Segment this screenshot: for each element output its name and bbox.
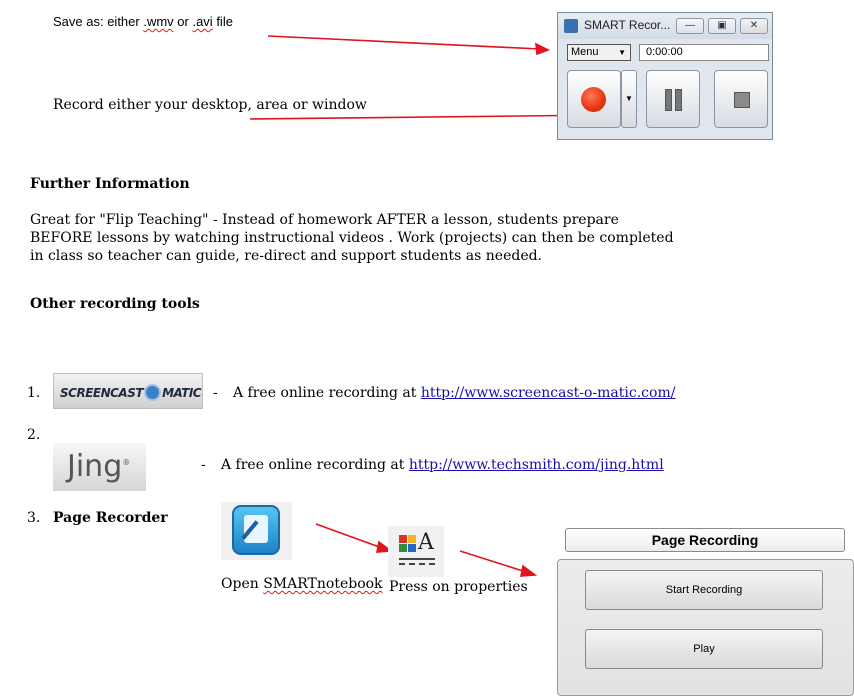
item-2-text: A free online recording at http://www.techsmith.com/jing.html [221,457,664,473]
page-recording-panel [557,559,854,696]
arrow-to-dropdown [250,115,610,119]
jing-logo: Jing® [53,443,146,491]
jing-link[interactable]: http://www.techsmith.com/jing.html [408,457,664,473]
minimize-button[interactable]: — [676,18,704,34]
avi-text: .avi [192,14,213,29]
record-button[interactable] [567,70,621,128]
record-instruction: Record either your desktop, area or window [53,97,367,113]
elapsed-time-display: 0:00:00 [639,44,769,61]
screencast-o-matic-logo: SCREENCAST MATIC [53,373,203,409]
open-notebook-text: Open SMARTnotebook [221,576,383,592]
menu-label: Menu [571,46,599,58]
properties-icon: A [388,526,444,577]
further-info-heading: Further Information [30,176,190,192]
close-button[interactable]: ✕ [740,18,768,34]
item-3-number: 3. [27,510,41,526]
item-1-dash: - [213,385,218,401]
wmv-text: .wmv [143,14,174,29]
other-tools-heading: Other recording tools [30,296,200,312]
arrow-to-panel-head [521,566,535,576]
item-2-dash: - [201,457,206,473]
pause-button[interactable] [646,70,700,128]
pause-icon-bar-left [665,89,672,111]
further-info-line-3: in class so teacher can guide, re-direct and support students as needed. [30,248,543,264]
item-2-number: 2. [27,427,41,443]
chevron-down-icon: ▼ [618,48,626,57]
further-info-line-1: Great for "Flip Teaching" - Instead of homework AFTER a lesson, students prepare [30,212,619,228]
stop-button[interactable] [714,70,768,128]
record-circle-icon [144,384,161,401]
record-icon [581,87,606,112]
save-as-text: Save as: either .wmv or .avi file [53,14,233,29]
recorder-app-icon [564,19,578,33]
smart-recorder-window [557,12,773,140]
arrow-to-panel [460,551,526,572]
screencast-o-matic-link[interactable]: http://www.screencast-o-matic.com/ [420,385,676,401]
recorder-title: SMART Recor... [584,18,671,32]
record-mode-dropdown[interactable]: ▼ [621,70,637,128]
start-recording-button[interactable]: Start Recording [585,570,823,610]
arrow-to-menu [268,36,540,49]
page-recorder-title: Page Recorder [53,510,168,526]
further-info-line-2: BEFORE lessons by watching instructional videos . Work (projects) can then be completed [30,230,674,246]
press-properties-text: Press on properties [389,579,528,595]
recorder-titlebar [558,13,772,39]
menu-dropdown[interactable] [567,44,631,61]
play-button[interactable]: Play [585,629,823,669]
item-1-number: 1. [27,385,41,401]
item-1-text: A free online recording at http://www.screencast-o-matic.com/ [233,385,676,401]
page-recording-header: Page Recording [565,528,845,552]
maximize-button[interactable]: ▣ [708,18,736,34]
stop-icon [734,92,750,108]
smart-notebook-icon [221,502,292,560]
pause-icon-bar-right [675,89,682,111]
arrow-to-properties [316,524,382,548]
arrow-to-menu-head [536,44,548,54]
